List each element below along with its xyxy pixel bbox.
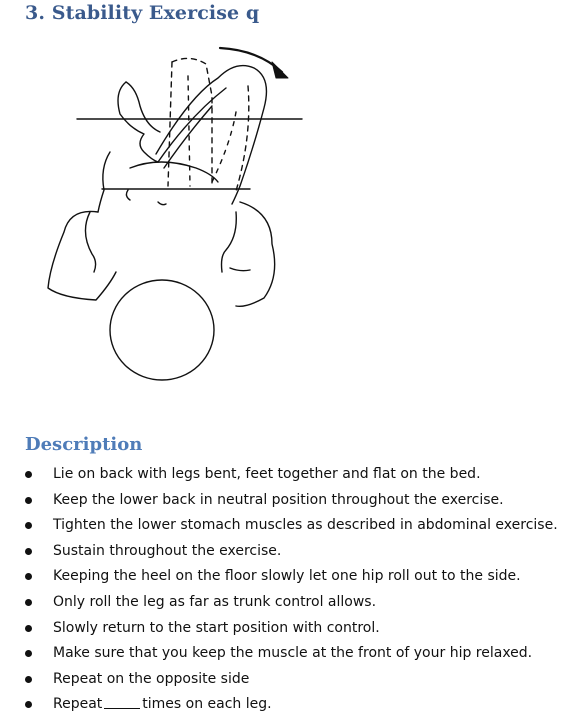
trunk-left <box>98 152 110 212</box>
patient-figure-icon <box>40 36 320 426</box>
list-item: Slowly return to the start position with control. <box>0 616 564 642</box>
bullet-icon <box>25 650 32 657</box>
rotation-arrow <box>220 48 282 72</box>
repeat-suffix: times on each leg. <box>142 696 272 713</box>
list-item: Repeat on the opposite side <box>0 667 564 693</box>
arrow-head <box>272 62 288 78</box>
list-item-repeat <box>0 692 564 718</box>
exercise-illustration <box>40 36 320 426</box>
page-title: 3. Stability Exercise q <box>25 2 260 24</box>
bullet-icon <box>25 548 32 555</box>
bullet-icon <box>25 599 32 606</box>
bullet-icon <box>25 701 32 708</box>
repeat-count-blank <box>104 694 140 709</box>
description-heading: Description <box>25 434 143 455</box>
right-arm <box>236 202 275 306</box>
instruction-list <box>0 462 564 718</box>
list-item: Keeping the heel on the floor slowly let one hip roll out to the side. <box>0 564 564 590</box>
list-item: Sustain throughout the exercise. <box>0 539 564 565</box>
bullet-icon <box>25 522 32 529</box>
repeat-line <box>53 692 272 718</box>
bent-leg <box>118 82 158 162</box>
list-item: Lie on back with legs bent, feet together and flat on the bed. <box>0 462 564 488</box>
bullet-icon <box>25 573 32 580</box>
list-item: Tighten the lower stomach muscles as described in abdominal exercise. <box>0 513 564 539</box>
bullet-icon <box>25 676 32 683</box>
list-item: Only roll the leg as far as trunk control allows. <box>0 590 564 616</box>
head <box>110 280 214 380</box>
rolled-leg <box>156 66 266 204</box>
bullet-icon <box>25 625 32 632</box>
left-arm <box>48 211 116 300</box>
list-item: Make sure that you keep the muscle at the front of your hip relaxed. <box>0 641 564 667</box>
repeat-prefix: Repeat <box>53 696 103 713</box>
list-item: Keep the lower back in neutral position throughout the exercise. <box>0 488 564 514</box>
bullet-icon <box>25 497 32 504</box>
bullet-icon <box>25 471 32 478</box>
